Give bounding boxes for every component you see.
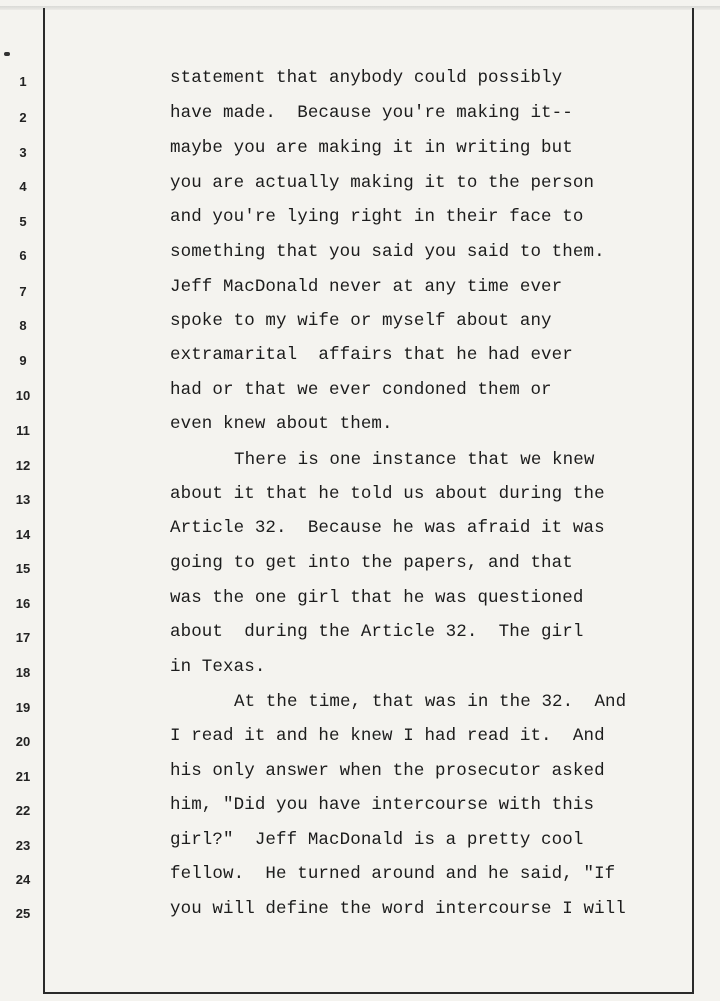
line-number: 11 <box>16 423 30 438</box>
line-number: 9 <box>19 353 27 368</box>
transcript-line: even knew about them. <box>170 414 393 434</box>
line-number: 5 <box>19 214 27 229</box>
line-number: 25 <box>15 906 31 921</box>
line-number: 16 <box>15 596 31 611</box>
line-number: 6 <box>19 248 27 263</box>
line-number: 7 <box>19 284 27 299</box>
transcript-line: At the time, that was in the 32. And <box>234 692 627 712</box>
transcript-line: his only answer when the prosecutor asked <box>170 761 605 781</box>
transcript-line: Jeff MacDonald never at any time ever <box>170 277 563 297</box>
transcript-line: you are actually making it to the person <box>170 173 595 193</box>
transcript-line: and you're lying right in their face to <box>170 207 584 227</box>
line-number: 21 <box>15 769 31 784</box>
transcript-line: fellow. He turned around and he said, "If <box>170 864 616 884</box>
line-number: 12 <box>15 458 31 473</box>
transcript-line: extramarital affairs that he had ever <box>170 345 573 365</box>
transcript-line: maybe you are making it in writing but <box>170 138 573 158</box>
transcript-line: Article 32. Because he was afraid it was <box>170 518 605 538</box>
transcript-line: was the one girl that he was questioned <box>170 588 584 608</box>
line-number: 1 <box>19 74 27 89</box>
transcript-line: you will define the word intercourse I will <box>170 899 626 919</box>
line-number: 17 <box>15 630 31 645</box>
line-number: 23 <box>15 838 31 853</box>
line-number: 19 <box>15 700 31 715</box>
transcript-line: in Texas. <box>170 657 266 677</box>
right-margin-rule <box>692 8 694 994</box>
line-number: 13 <box>15 492 31 507</box>
line-number: 20 <box>15 734 31 749</box>
bottom-margin-rule <box>43 992 694 994</box>
transcript-line: going to get into the papers, and that <box>170 553 573 573</box>
transcript-line: about it that he told us about during the <box>170 484 605 504</box>
transcript-line: him, "Did you have intercourse with this <box>170 795 595 815</box>
line-number: 2 <box>19 110 27 125</box>
line-number: 15 <box>15 561 31 576</box>
line-number: 14 <box>15 527 31 542</box>
line-number: 24 <box>15 872 31 887</box>
transcript-line: girl?" Jeff MacDonald is a pretty cool <box>170 830 584 850</box>
line-number: 4 <box>19 179 27 194</box>
transcript-line: something that you said you said to them. <box>170 242 605 262</box>
transcript-line: had or that we ever condoned them or <box>170 380 552 400</box>
transcript-line: have made. Because you're making it-- <box>170 103 573 123</box>
transcript-line: about during the Article 32. The girl <box>170 622 584 642</box>
transcript-line: spoke to my wife or myself about any <box>170 311 552 331</box>
top-edge <box>0 6 720 10</box>
line-number: 22 <box>15 803 31 818</box>
transcript-line: There is one instance that we knew <box>234 450 595 470</box>
transcript-line: I read it and he knew I had read it. And <box>170 726 605 746</box>
line-number: 3 <box>19 145 27 160</box>
binding-mark <box>4 52 10 56</box>
left-margin-rule <box>43 8 45 994</box>
line-number: 10 <box>15 388 31 403</box>
line-number: 18 <box>15 665 31 680</box>
line-number: 8 <box>19 318 27 333</box>
transcript-line: statement that anybody could possibly <box>170 68 563 88</box>
